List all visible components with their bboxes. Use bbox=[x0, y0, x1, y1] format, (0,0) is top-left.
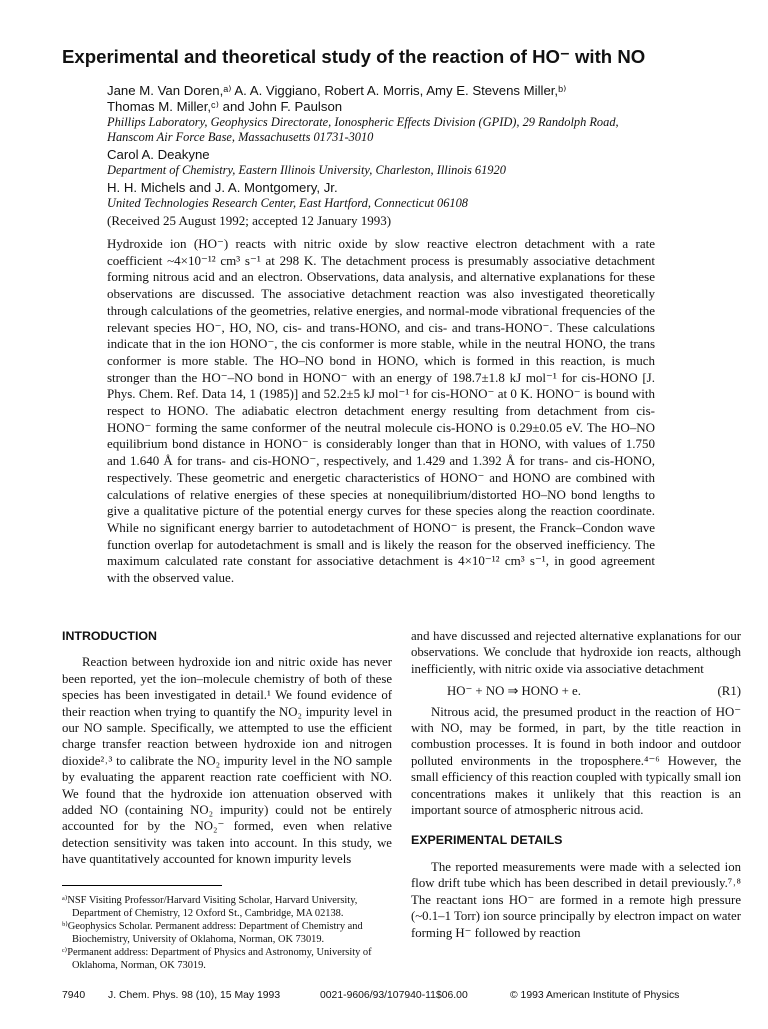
received-dates: (Received 25 August 1992; accepted 12 January 1993) bbox=[107, 213, 392, 228]
footnote-rule bbox=[62, 885, 222, 886]
footnote-c: ᶜ⁾Permanent address: Department of Physics and Astronomy, University of Oklahoma, Norman, OK 73019. bbox=[62, 947, 372, 971]
author-line-1: Jane M. Van Doren,ᵃ⁾ A. A. Viggiano, Robert A. Morris, Amy E. Stevens Miller,ᵇ⁾ bbox=[107, 83, 567, 98]
footnotes bbox=[62, 894, 392, 972]
page-number: 7940 bbox=[62, 990, 86, 1001]
footnote-a: ᵃ⁾NSF Visiting Professor/Harvard Visiting Scholar, Harvard University, Department of Chemistry, 12 Oxford St., Cambridge, MA 02138. bbox=[62, 895, 358, 919]
paper-title: Experimental and theoretical study of the reaction of HO⁻ with NO bbox=[62, 46, 646, 67]
affiliation-phillips-2: Hanscom Air Force Base, Massachusetts 01731-3010 bbox=[107, 130, 374, 144]
section-heading-introduction: INTRODUCTION bbox=[62, 629, 157, 643]
right-column bbox=[411, 628, 741, 941]
affiliation-eastern-illinois: Department of Chemistry, Eastern Illinois University, Charleston, Illinois 61920 bbox=[107, 163, 506, 177]
equation-r1 bbox=[411, 683, 741, 699]
footnote-b: ᵇ⁾Geophysics Scholar. Permanent address: Department of Chemistry and Biochemistry, University of Oklahoma, Norman, OK 73019. bbox=[62, 921, 363, 945]
author-line-2: Thomas M. Miller,ᶜ⁾ and John F. Paulson bbox=[107, 99, 343, 114]
equation-text: HO⁻ + NO ⇒ HONO + e. bbox=[447, 684, 581, 699]
copyright: © 1993 American Institute of Physics bbox=[510, 990, 680, 1001]
experimental-paragraph-1: The reported measurements were made with a selected ion flow drift tube which has been described in detail previously.⁷˒⁸ The reactant ions HO⁻ are formed in a remote high pressure (~0.1–1 Torr) ion source principally by electron impact on water forming H⁻ followed by reaction bbox=[411, 859, 741, 940]
intro-paragraph-2: Nitrous acid, the presumed product in the reaction of HO⁻ with NO, may be formed, in part, by the title reaction in combustion processes. It is found in both indoor and outdoor polluted environments in the troposphere.⁴⁻⁶ However, the small efficiency of this reaction coupled with typically small ion concentrations makes it unlikely that this reaction is an important source of atmospheric nitrous acid. bbox=[411, 704, 741, 818]
equation-label: (R1) bbox=[717, 684, 741, 699]
journal-citation: J. Chem. Phys. 98 (10), 15 May 1993 bbox=[108, 990, 281, 1001]
intro-paragraph-continued: and have discussed and rejected alternative explanations for our observations. We conclude that hydroxide ion reacts, although inefficiently, with nitric oxide via associative detachment bbox=[411, 629, 741, 676]
affiliation-utrc: United Technologies Research Center, East Hartford, Connecticut 06108 bbox=[107, 196, 469, 210]
left-column bbox=[62, 628, 392, 868]
intro-paragraph-1: Reaction between hydroxide ion and nitric oxide has never been reported, yet the ion–molecule chemistry of both of these species has been investigated in detail.¹ We found evidence of their reaction when trying to quantify the NO₂ impurity level in our NO sample. Specifically, we attempted to use the efficient charge transfer reaction between hydroxide ion and nitrogen dioxide²˒³ to calibrate the NO₂ impurity level in the NO sample by evaluating the apparent reaction rate coefficient with NO. We found that the hydroxide ion attenuation observed with added NO (containing NO₂ impurity) could not be entirely accounted for by the NO₂⁻ formed, even when relative detection sensitivity was taken into account. In this study, we have quantitatively accounted for known impurity levels bbox=[62, 655, 392, 867]
section-heading-experimental: EXPERIMENTAL DETAILS bbox=[411, 833, 563, 848]
abstract: Hydroxide ion (HO⁻) reacts with nitric oxide by slow reactive electron detachment with a rate coefficient ~4×10⁻¹² cm³ s⁻¹ at 298 K. The detachment process is presumably associative detachment forming nitrous acid and an electron. Observations, data analysis, and alternative explanations for these observations are discussed. The associative detachment reaction was also investigated theoretically through calculations of the geometries, relative energies, and normal-mode vibrational frequencies of the relevant species HO⁻, HO, NO, cis- and trans-HONO, and cis- and trans-HONO⁻. These calculations indicate that in the ion HONO⁻, the cis conformer is more stable, while in the neutral HONO, the trans conformer is more stable. The HO–NO bond in HONO, which is formed in this reaction, is much stronger than the HO⁻–NO bond in HONO⁻ with an energy of 198.7±1.8 kJ mol⁻¹ for cis-HONO [J. Phys. Chem. Ref. Data 14, 1 (1985)] and 52.2±5 kJ mol⁻¹ for cis-HONO⁻ at 0 K. HONO⁻ is bound with respect to HONO. The adiabatic electron detachment energy resulting from detachment from cis-HONO⁻ forming the same conformer of the neutral molecule cis-HONO is 0.29±0.05 eV. The HO–NO equilibrium bond distance in HONO⁻ is considerably longer than that in HONO, with values of 1.750 and 1.640 Å for trans- and cis-HONO⁻, respectively, and 1.429 and 1.392 Å for trans- and cis-HONO, respectively. These geometric and energetic characteristics of HONO⁻ and HONO are combined with calculations of relative energies of these species at nonequilibrium/distorted HO–NO bond lengths to give a qualitative picture of the potential energy curves for these species along the reaction coordinate. While no significant energy barrier to autodetachment of HONO⁻ is present, the Franck–Condon wave function overlap for autodetachment is small and is likely the reason for the observed inefficiency. The maximum calculated rate constant for associative detachment is 4×10⁻¹² cm³ s⁻¹, in good agreement with the observed value. bbox=[107, 236, 655, 586]
affiliation-phillips-1: Phillips Laboratory, Geophysics Directorate, Ionospheric Effects Division (GPID), 29 Randolph Road, bbox=[107, 115, 619, 129]
article-code: 0021-9606/93/107940-11$06.00 bbox=[320, 990, 468, 1001]
author-michels-montgomery: H. H. Michels and J. A. Montgomery, Jr. bbox=[107, 180, 338, 195]
author-deakyne: Carol A. Deakyne bbox=[107, 147, 210, 162]
